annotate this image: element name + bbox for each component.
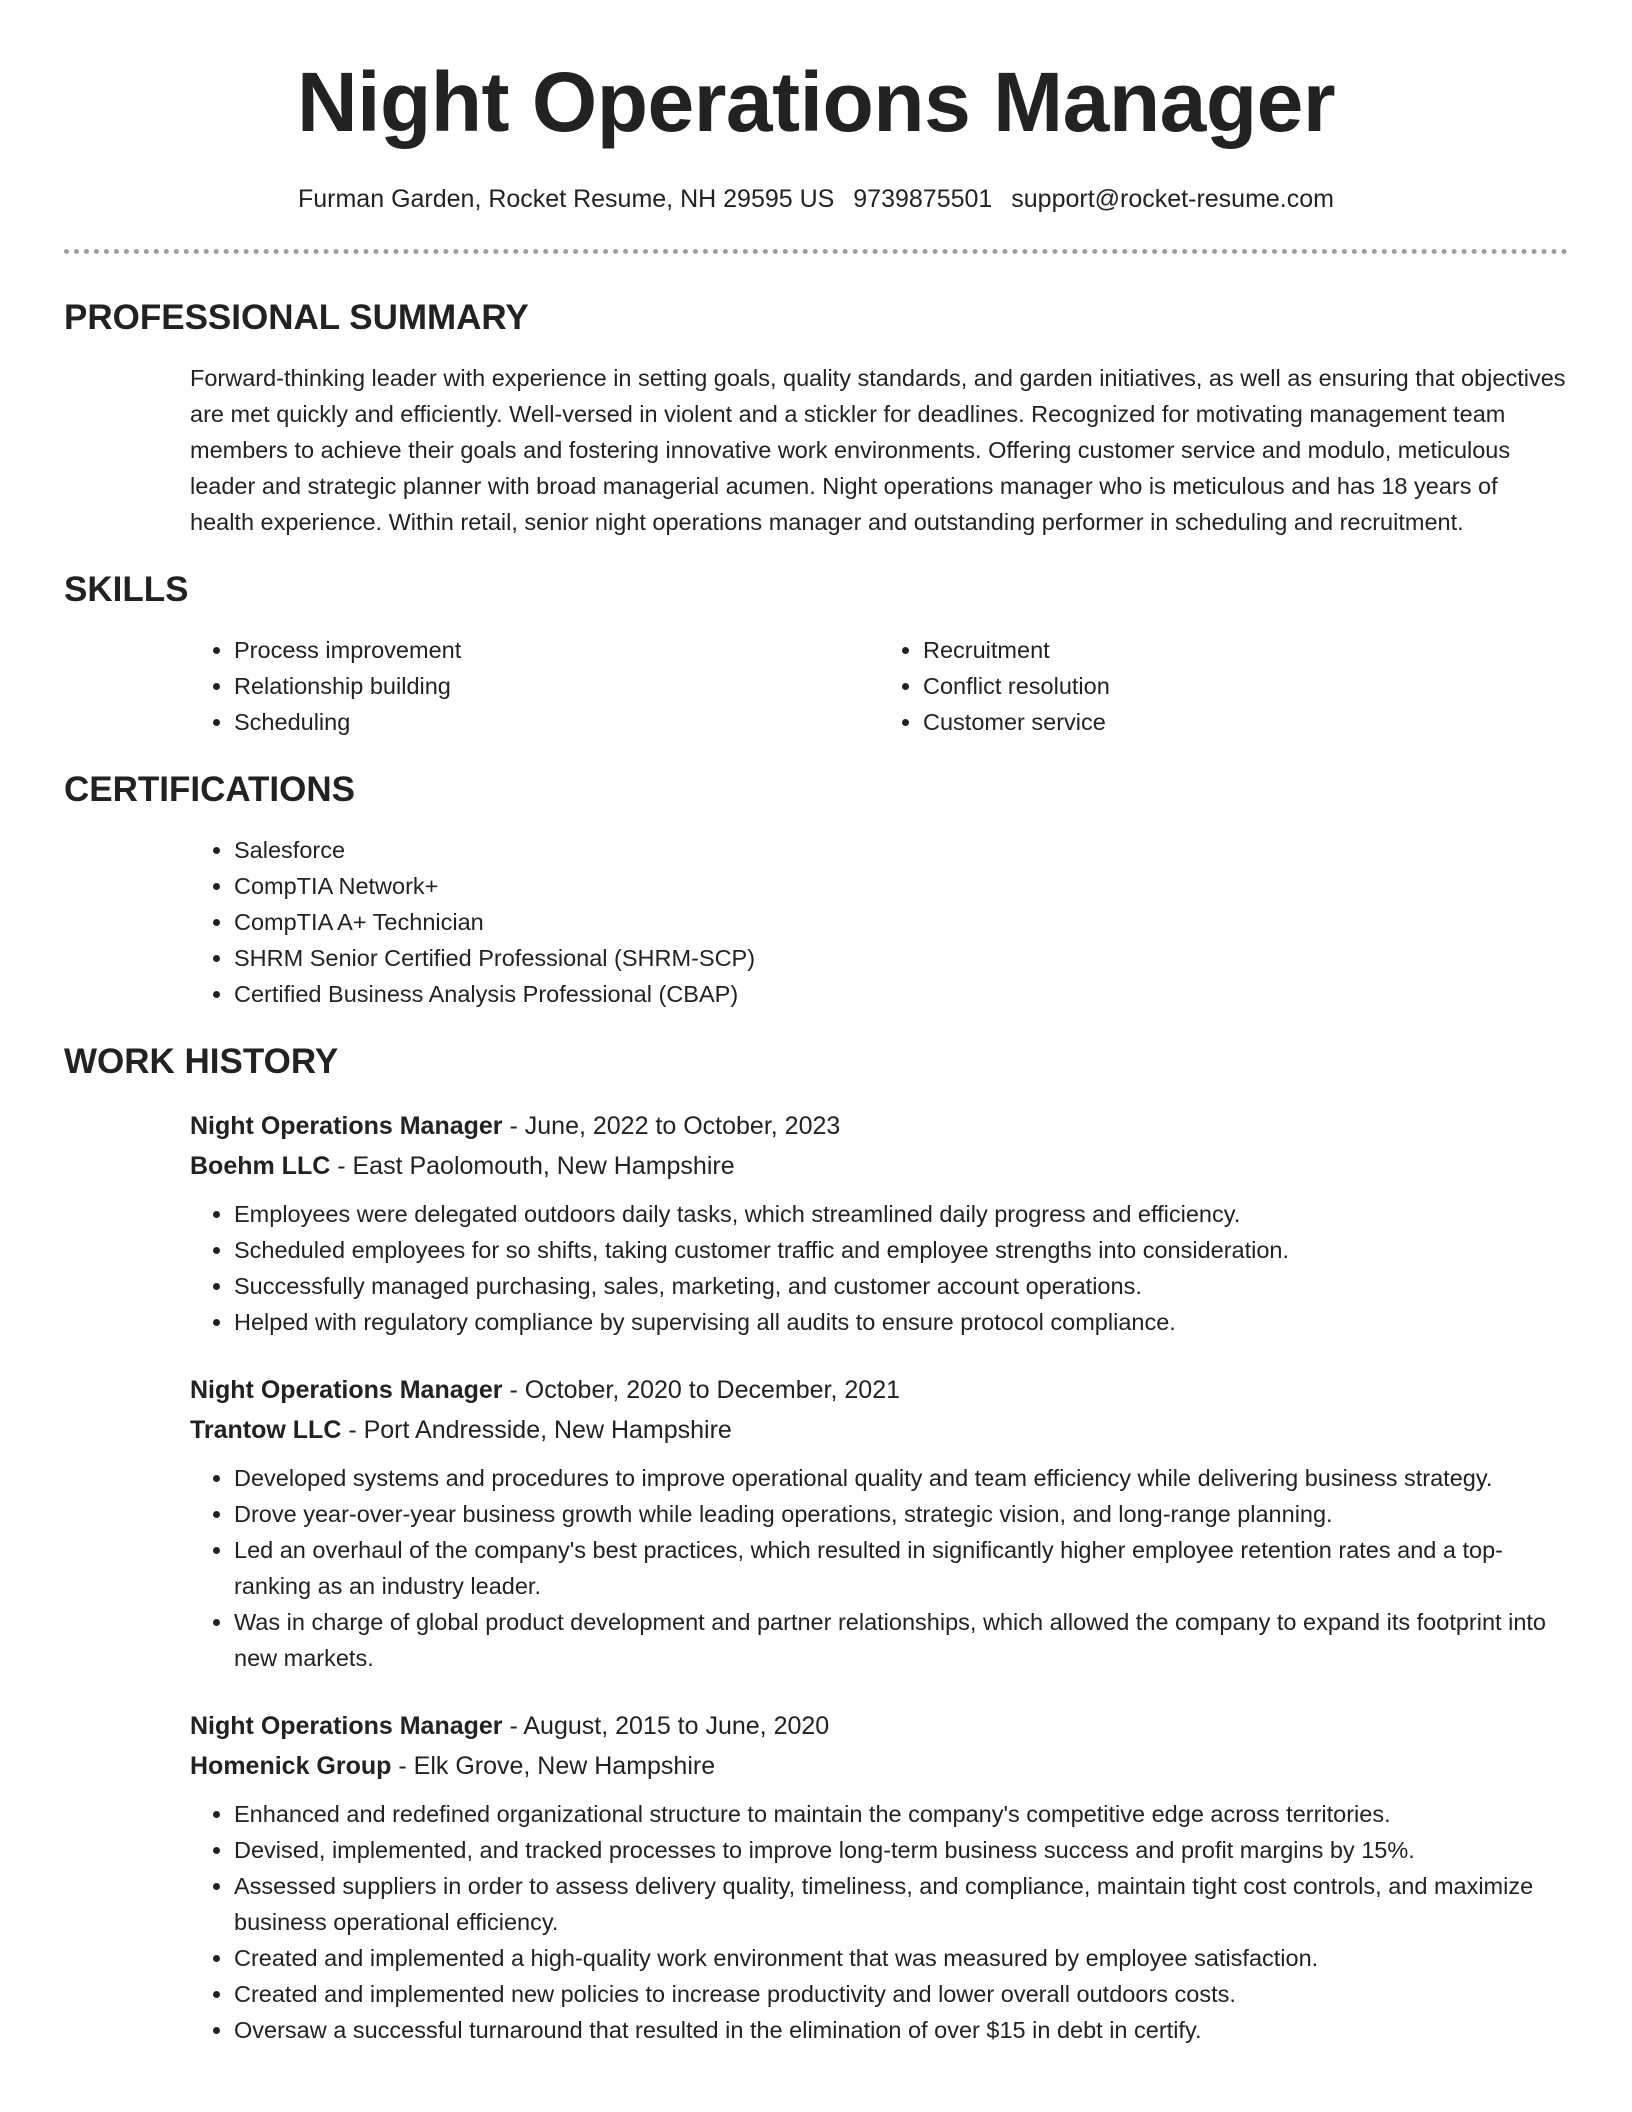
job-location: - East Paolomouth, New Hampshire (330, 1152, 735, 1180)
job-bullet: • Devised, implemented, and tracked processes to improve long-term business success and profit margins by 15%. (234, 1832, 1568, 1868)
job-bullet: • Scheduled employees for so shifts, taking customer traffic and employee strengths into consideration. (234, 1232, 1568, 1268)
job-bullet: • Drove year-over-year business growth while leading operations, strategic vision, and long-range planning. (234, 1496, 1568, 1532)
job-bullet: • Helped with regulatory compliance by supervising all audits to ensure protocol compliance. (234, 1304, 1568, 1340)
job-company-line (190, 1410, 1568, 1450)
job-bullet: • Was in charge of global product development and partner relationships, which allowed the company to expand its footprint into new markets. (234, 1604, 1568, 1676)
job-company: Boehm LLC (190, 1152, 331, 1180)
summary-section (64, 298, 1568, 540)
job-company: Homenick Group (190, 1752, 392, 1780)
job-role: Night Operations Manager (190, 1712, 503, 1740)
skill-item: • Relationship building (234, 668, 879, 704)
certification-item: • CompTIA Network+ (234, 868, 1568, 904)
certifications-section (64, 770, 1568, 1012)
job-location: - Elk Grove, New Hampshire (391, 1752, 716, 1780)
skills-section (64, 570, 1568, 740)
job-bullet: • Enhanced and redefined organizational structure to maintain the company's competitive edge across territories. (234, 1796, 1568, 1832)
skill-item: • Recruitment (923, 632, 1568, 668)
certification-item: • CompTIA A+ Technician (234, 904, 1568, 940)
certifications-title: CERTIFICATIONS (64, 770, 356, 809)
job-dates: - June, 2022 to October, 2023 (502, 1112, 841, 1140)
skills-columns (190, 632, 1568, 740)
summary-text: Forward-thinking leader with experience in setting goals, quality standards, and garden initiatives, as well as ensuring that objectives are met quickly and efficiently. Well-versed in violent and a stickler for deadlines. Recognized for motivating management team members to achieve their goals and fostering innovative work environments. Offering customer service and modulo, meticulous leader and strategic planner with broad managerial acumen. Night operations manager who is meticulous and has 18 years of health experience. Within retail, senior night operations manager and outstanding performer in scheduling and recruitment. (190, 365, 1566, 535)
job-entry (190, 1106, 1568, 1340)
job-role-line (190, 1370, 1568, 1410)
skills-title: SKILLS (64, 570, 189, 609)
summary-title: PROFESSIONAL SUMMARY (64, 298, 529, 337)
skills-list-left (190, 632, 879, 740)
job-bullet: • Oversaw a successful turnaround that resulted in the elimination of over $15 in debt in certify. (234, 2012, 1568, 2048)
job-role: Night Operations Manager (190, 1376, 503, 1404)
job-company-line (190, 1746, 1568, 1786)
skills-list-right (879, 632, 1568, 740)
certifications-list (190, 832, 1568, 1012)
resume-page (64, 52, 1568, 2048)
job-bullet: • Successfully managed purchasing, sales, marketing, and customer account operations. (234, 1268, 1568, 1304)
job-entry (190, 1370, 1568, 1676)
job-bullet: • Employees were delegated outdoors daily tasks, which streamlined daily progress and efficiency. (234, 1196, 1568, 1232)
header-divider (64, 249, 1568, 254)
certification-item: • Certified Business Analysis Professional (CBAP) (234, 976, 1568, 1012)
resume-name: Night Operations Manager (296, 55, 1336, 149)
contact-address: Furman Garden, Rocket Resume, NH 29595 US (297, 185, 835, 213)
skill-item: • Process improvement (234, 632, 879, 668)
job-bullets (190, 1196, 1568, 1340)
contact-line (64, 182, 1568, 216)
job-bullet: • Developed systems and procedures to improve operational quality and team efficiency while delivering business strategy. (234, 1460, 1568, 1496)
job-company: Trantow LLC (190, 1416, 342, 1444)
job-dates: - October, 2020 to December, 2021 (502, 1376, 901, 1404)
work-history-title: WORK HISTORY (64, 1042, 339, 1081)
certification-item: • Salesforce (234, 832, 1568, 868)
job-bullet: • Created and implemented new policies to increase productivity and lower overall outdoors costs. (234, 1976, 1568, 2012)
skill-item: • Scheduling (234, 704, 879, 740)
job-role-line (190, 1106, 1568, 1146)
job-dates: - August, 2015 to June, 2020 (502, 1712, 830, 1740)
work-history-section (64, 1042, 1568, 2048)
job-bullet: • Led an overhaul of the company's best practices, which resulted in significantly higher employee retention rates and a top-ranking as an industry leader. (234, 1532, 1568, 1604)
contact-email: support@rocket-resume.com (1011, 185, 1334, 213)
job-bullets (190, 1796, 1568, 2048)
job-company-line (190, 1146, 1568, 1186)
skill-item: • Customer service (923, 704, 1568, 740)
job-bullets (190, 1460, 1568, 1676)
job-bullet: • Assessed suppliers in order to assess delivery quality, timeliness, and compliance, maintain tight cost controls, and maximize business operational efficiency. (234, 1868, 1568, 1940)
job-entry (190, 1706, 1568, 2048)
certifications-list-wrap (190, 832, 1568, 1012)
job-bullet: • Created and implemented a high-quality work environment that was measured by employee satisfaction. (234, 1940, 1568, 1976)
job-location: - Port Andresside, New Hampshire (341, 1416, 732, 1444)
certification-item: • SHRM Senior Certified Professional (SHRM-SCP) (234, 940, 1568, 976)
contact-phone: 9739875501 (853, 185, 993, 213)
job-role: Night Operations Manager (190, 1112, 503, 1140)
skill-item: • Conflict resolution (923, 668, 1568, 704)
job-role-line (190, 1706, 1568, 1746)
